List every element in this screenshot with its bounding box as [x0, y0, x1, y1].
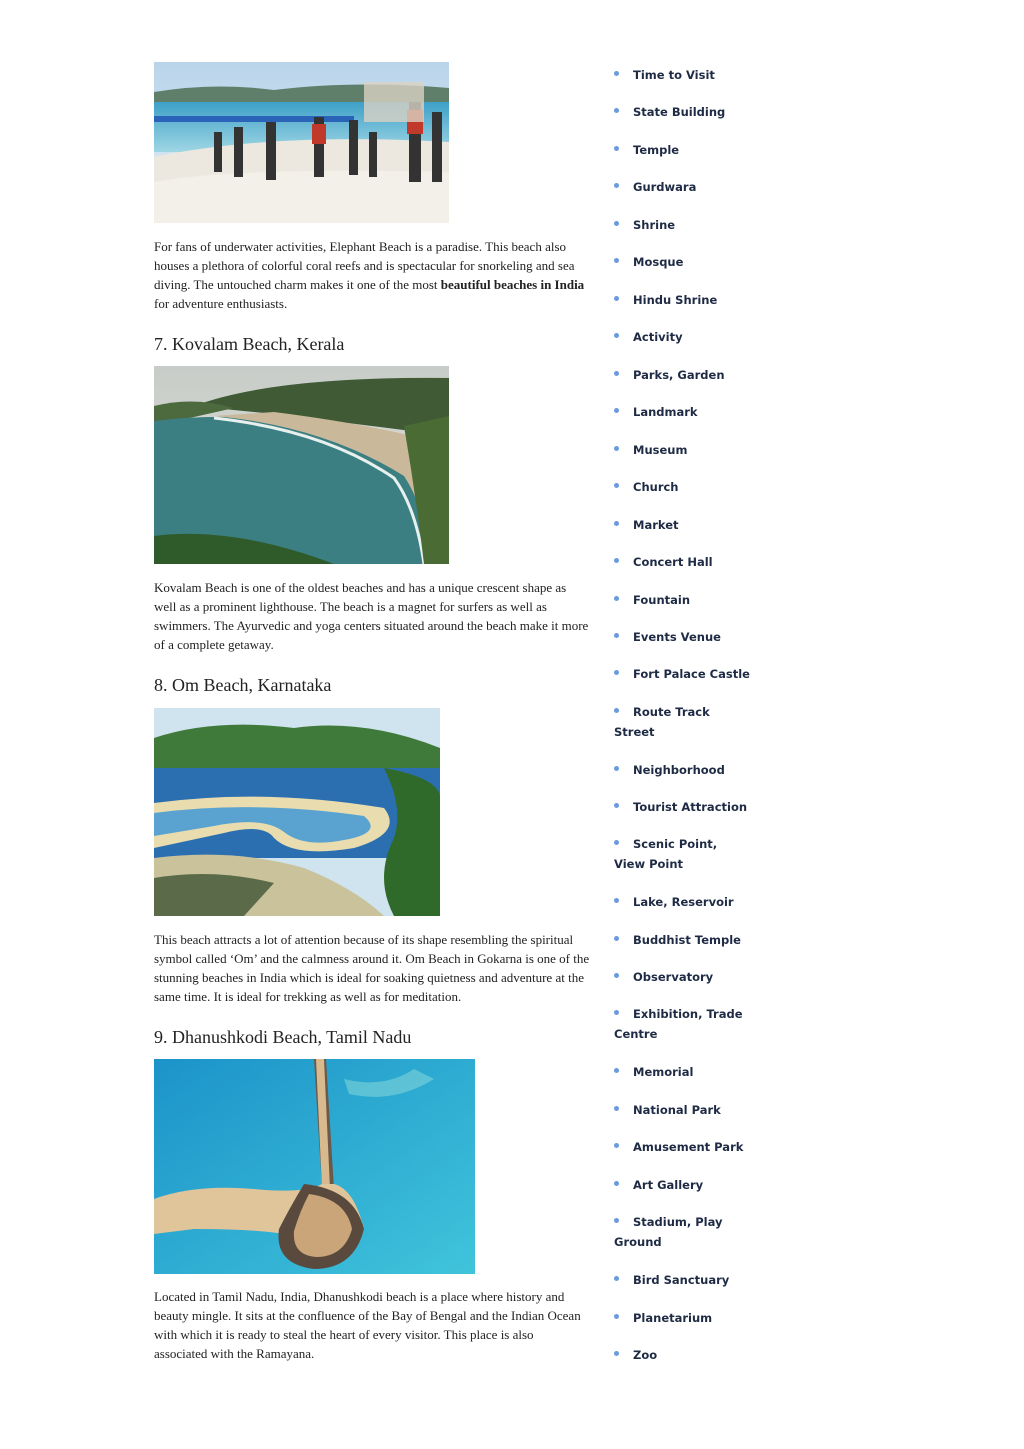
- bullet-icon: [614, 766, 619, 771]
- sidebar-item-concert-hall[interactable]: [614, 552, 750, 572]
- sidebar-item-label: Landmark: [633, 405, 698, 419]
- sidebar-item-activity[interactable]: [614, 327, 750, 347]
- sidebar-item-observatory[interactable]: [614, 967, 750, 987]
- sidebar-item-label: Fountain: [633, 593, 691, 607]
- sidebar-item-label: Zoo: [633, 1348, 658, 1362]
- sidebar-item-label: Hindu Shrine: [633, 293, 718, 307]
- sidebar-item-fountain[interactable]: [614, 590, 750, 610]
- bullet-icon: [614, 803, 619, 808]
- sidebar-item-museum[interactable]: [614, 440, 750, 460]
- sidebar-item-lake-reservoir[interactable]: [614, 892, 750, 912]
- sidebar-item-label: Parks, Garden: [633, 368, 725, 382]
- sidebar-item-gurdwara[interactable]: [614, 177, 750, 197]
- bullet-icon: [614, 708, 619, 713]
- bullet-icon: [614, 408, 619, 413]
- kovalam-heading: 7. Kovalam Beach, Kerala: [154, 334, 345, 354]
- sidebar-item-label: Church: [633, 480, 679, 494]
- sidebar-item-label: Tourist Attraction: [633, 800, 748, 814]
- sidebar-item-label: Events Venue: [633, 630, 721, 644]
- bullet-icon: [614, 840, 619, 845]
- sidebar-item-neighborhood[interactable]: [614, 760, 750, 780]
- sidebar-item-church[interactable]: [614, 477, 750, 497]
- sidebar-item-label: Neighborhood: [633, 763, 725, 777]
- bullet-icon: [614, 1218, 619, 1223]
- sidebar-item-label: Bird Sanctuary: [633, 1273, 730, 1287]
- bullet-icon: [614, 483, 619, 488]
- sidebar-item-label: Time to Visit: [633, 68, 715, 82]
- sidebar-item-fort-palace-castle[interactable]: [614, 664, 750, 684]
- bullet-icon: [614, 183, 619, 188]
- sidebar-item-label: Art Gallery: [633, 1178, 704, 1192]
- sidebar-item-landmark[interactable]: [614, 402, 750, 422]
- sidebar-item-exhibition-trade-centre[interactable]: [614, 1004, 750, 1044]
- bullet-icon: [614, 670, 619, 675]
- bullet-icon: [614, 1351, 619, 1356]
- sidebar-item-amusement-park[interactable]: [614, 1137, 750, 1157]
- sidebar-item-hindu-shrine[interactable]: [614, 290, 750, 310]
- bullet-icon: [614, 1068, 619, 1073]
- sidebar-item-label: Temple: [633, 143, 680, 157]
- sidebar-item-label: Gurdwara: [633, 180, 697, 194]
- sidebar-item-temple[interactable]: [614, 140, 750, 160]
- bullet-icon: [614, 633, 619, 638]
- sidebar-item-label: Observatory: [633, 970, 714, 984]
- elephant-beach-photo: [154, 62, 449, 223]
- bullet-icon: [614, 1276, 619, 1281]
- sidebar-item-market[interactable]: [614, 515, 750, 535]
- bullet-icon: [614, 333, 619, 338]
- sidebar-item-label: Fort Palace Castle: [633, 667, 750, 681]
- bullet-icon: [614, 596, 619, 601]
- dhanushkodi-heading: 9. Dhanushkodi Beach, Tamil Nadu: [154, 1027, 412, 1047]
- sidebar-item-label: Museum: [633, 443, 688, 457]
- dhanushkodi-paragraph: Located in Tamil Nadu, India, Dhanushkodi beach is a place where history and beauty mingle. It sits at the confluence of the Bay of Bengal and the Indian Ocean with which it is ready to steal the heart of every visitor. This place is also associated with the Ramayana.: [154, 1289, 581, 1361]
- om-heading: 8. Om Beach, Karnataka: [154, 675, 332, 695]
- sidebar-item-national-park[interactable]: [614, 1100, 750, 1120]
- sidebar-item-memorial[interactable]: [614, 1062, 750, 1082]
- sidebar-item-label: Planetarium: [633, 1311, 713, 1325]
- bold-phrase: beautiful beaches in India: [440, 277, 585, 292]
- elephant-beach-paragraph: [154, 237, 590, 313]
- bullet-icon: [614, 558, 619, 563]
- sidebar-item-art-gallery[interactable]: [614, 1175, 750, 1195]
- sidebar-item-label: Amusement Park: [633, 1140, 744, 1154]
- dhanushkodi-beach-photo: [154, 1059, 475, 1274]
- sidebar-item-planetarium[interactable]: [614, 1308, 750, 1328]
- sidebar-item-buddhist-temple[interactable]: [614, 930, 750, 950]
- bullet-icon: [614, 936, 619, 941]
- sidebar-item-label: National Park: [633, 1103, 721, 1117]
- sidebar-item-label: Market: [633, 518, 679, 532]
- bullet-icon: [614, 898, 619, 903]
- sidebar-item-bird-sanctuary[interactable]: [614, 1270, 750, 1290]
- bullet-icon: [614, 258, 619, 263]
- sidebar-item-mosque[interactable]: [614, 252, 750, 272]
- kovalam-paragraph: Kovalam Beach is one of the oldest beaches and has a unique crescent shape as well as a prominent lighthouse. The beach is a magnet for surfers as well as swimmers. The Ayurvedic and yoga centers situated around the beach make it more of a complete getaway.: [154, 580, 589, 652]
- sidebar-item-label: Route Track Street: [614, 705, 710, 739]
- sidebar-item-label: Activity: [633, 330, 683, 344]
- text-segment: For fans of underwater activities, Elephant Beach is a paradise. This beach also houses a plethora of colorful coral reefs and is spectacular for snorkeling and sea diving. The untouched charm makes it one of the most: [154, 239, 575, 292]
- bullet-icon: [614, 296, 619, 301]
- bullet-icon: [614, 1106, 619, 1111]
- sidebar-item-stadium-play-ground[interactable]: [614, 1212, 750, 1252]
- sidebar-item-events-venue[interactable]: [614, 627, 750, 647]
- bullet-icon: [614, 71, 619, 76]
- sidebar-item-label: Lake, Reservoir: [633, 895, 734, 909]
- sidebar-item-label: Buddhist Temple: [633, 933, 741, 947]
- sidebar-item-state-building[interactable]: [614, 102, 750, 122]
- sidebar-item-time-to-visit[interactable]: [614, 65, 750, 85]
- bullet-icon: [614, 1181, 619, 1186]
- bullet-icon: [614, 221, 619, 226]
- bullet-icon: [614, 371, 619, 376]
- bullet-icon: [614, 1314, 619, 1319]
- sidebar-item-label: Concert Hall: [633, 555, 713, 569]
- sidebar-item-label: Stadium, Play Ground: [614, 1215, 723, 1249]
- sidebar-item-label: Shrine: [633, 218, 676, 232]
- bullet-icon: [614, 973, 619, 978]
- sidebar-item-label: Mosque: [633, 255, 684, 269]
- om-paragraph: This beach attracts a lot of attention because of its shape resembling the spiritual symbol called ‘Om’ and the calmness around it. Om Beach in Gokarna is one of the stunning beaches in India which is ideal for soaking quietness and adventure at the same time. It is ideal for trekking as well as for meditation.: [154, 932, 590, 1004]
- sidebar-item-route-track-street[interactable]: [614, 702, 750, 742]
- bullet-icon: [614, 1143, 619, 1148]
- bullet-icon: [614, 446, 619, 451]
- sidebar-item-label: Memorial: [633, 1065, 694, 1079]
- bullet-icon: [614, 108, 619, 113]
- sidebar-item-tourist-attraction[interactable]: [614, 797, 750, 817]
- sidebar-item-zoo[interactable]: [614, 1345, 750, 1365]
- om-beach-photo: [154, 708, 440, 916]
- bullet-icon: [614, 1010, 619, 1015]
- text-segment: for adventure enthusiasts.: [154, 296, 288, 311]
- sidebar-item-label: Scenic Point, View Point: [614, 837, 718, 871]
- sidebar-item-scenic-point-view-point[interactable]: [614, 834, 750, 874]
- kovalam-beach-photo: [154, 366, 449, 564]
- sidebar-item-parks-garden[interactable]: [614, 365, 750, 385]
- sidebar-item-label: Exhibition, Trade Centre: [614, 1007, 743, 1041]
- sidebar-item-label: State Building: [633, 105, 726, 119]
- bullet-icon: [614, 146, 619, 151]
- sidebar-item-shrine[interactable]: [614, 215, 750, 235]
- bullet-icon: [614, 521, 619, 526]
